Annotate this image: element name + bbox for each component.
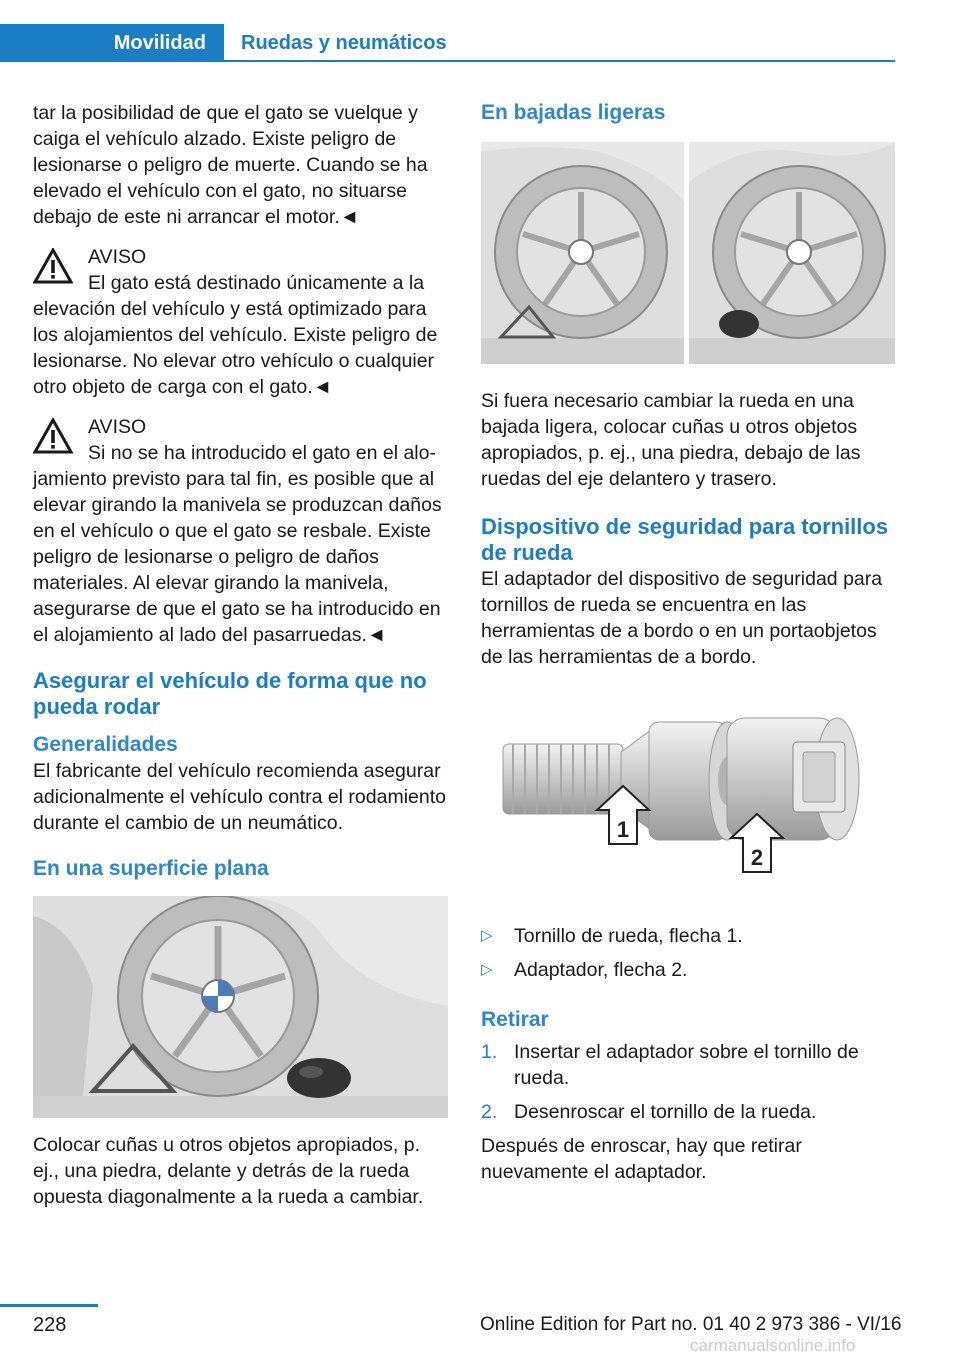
- flat-surface-figure: [33, 896, 448, 1118]
- step-text: Desenroscar el tornillo de la rueda.: [514, 1101, 817, 1123]
- list-item-text: Tornillo de rueda, flecha 1.: [514, 925, 743, 947]
- warning-block: [33, 244, 448, 400]
- paragraph: El adaptador del dispositivo de seguridad para tornillos de rueda se encuentra en las herramientas de a bordo o en un portaobjetos de las herramientas de a bordo.: [481, 568, 883, 668]
- paragraph: tar la posibilidad de que el gato se vuelque y caiga el vehículo alzado. Existe peligro de lesionarse o peligro de muerte. Cuando se ha elevado el vehículo con el gato, no situarse debajo de este ni arrancar el motor.◄: [33, 102, 428, 228]
- warning-body: elevación del vehículo y está optimizado para los alojamientos del vehículo. Existe peligro de lesionarse. No elevar otro vehículo o cualquier otro objeto de carga con el gato.◄: [33, 298, 438, 398]
- triangle-bullet-icon: ▷: [481, 961, 493, 978]
- wheel-chock-illustration: [33, 896, 448, 1118]
- step-number: 2.: [481, 1101, 498, 1123]
- page-number: 228: [33, 1314, 67, 1336]
- slope-chock-illustration: [481, 142, 895, 364]
- list-item: [481, 957, 896, 983]
- fig-label-2: 2: [750, 845, 764, 870]
- step-text: Insertar el adaptador sobre el tornillo de rueda.: [514, 1041, 859, 1089]
- slope-figure: [481, 142, 895, 364]
- paragraph: El fabricante del vehículo recomienda asegurar adicionalmente el vehículo contra el rodamiento durante el cambio de un neumático.: [33, 760, 446, 834]
- warning-icon: [33, 248, 73, 284]
- steps-list: [481, 1039, 896, 1125]
- edition-text: Online Edition for Part no. 01 40 2 973 386 - VI/16: [480, 1314, 902, 1335]
- warning-title: AVISO: [88, 416, 147, 438]
- warning-lead: Si no se ha introducido el gato en el alo-: [88, 442, 436, 464]
- step-number: 1.: [481, 1041, 498, 1063]
- subsection-heading: En bajadas ligeras: [481, 101, 666, 124]
- warning-lead: El gato está destinado únicamente a la: [88, 272, 425, 294]
- list-item: [481, 923, 896, 949]
- figure-caption: Colocar cuñas u otros objetos apropiados, p. ej., una piedra, delante y detrás de la rueda opuesta diagonalmente a la rueda a cambiar.: [33, 1134, 424, 1208]
- fig-label-1: 1: [616, 817, 630, 842]
- warning-block: [33, 414, 448, 648]
- footer-rule: [0, 1304, 98, 1307]
- paragraph: Después de enroscar, hay que retirar nuevamente el adaptador.: [481, 1135, 802, 1183]
- header-rule: [224, 60, 895, 62]
- bolt-adapter-figure: [481, 682, 895, 907]
- right-column: [481, 100, 896, 1185]
- list-item: [481, 1039, 896, 1091]
- section-heading: Dispositivo de seguridad para tornillos de rueda: [481, 514, 889, 565]
- bullet-list: [481, 923, 896, 983]
- left-column: [33, 100, 448, 1210]
- section-tab-movilidad: Movilidad: [0, 24, 224, 62]
- warning-icon: [33, 418, 73, 454]
- warning-title: AVISO: [88, 246, 147, 268]
- subsection-heading: Retirar: [481, 1008, 549, 1031]
- list-item-text: Adaptador, flecha 2.: [514, 959, 688, 981]
- adapter-drawing: [727, 718, 859, 840]
- section-tab-ruedas: Ruedas y neumáticos: [241, 31, 447, 54]
- subsection-heading: Generalidades: [33, 733, 178, 756]
- watermark: carmanualsonline.info: [690, 1336, 856, 1355]
- warning-body: jamiento previsto para tal fin, es posible que al elevar girando la manivela se produzcan daños en el vehículo o que el gato se resbale. Existe peligro de lesionarse o peligro de daños materiales. Al elevar girando la manivela, asegurarse de que el gato se ha introducido en el alojamiento al lado del pasarruedas.◄: [33, 468, 442, 646]
- section-heading: Asegurar el vehículo de forma que no pueda rodar: [33, 668, 427, 719]
- page-header: [0, 0, 895, 62]
- triangle-bullet-icon: ▷: [481, 927, 493, 944]
- bolt-adapter-illustration: [481, 682, 895, 907]
- paragraph: Si fuera necesario cambiar la rueda en una bajada ligera, colocar cuñas u otros objetos apropiados, p. ej., una piedra, debajo de las ruedas del eje delantero y trasero.: [481, 390, 861, 490]
- list-item: [481, 1099, 896, 1125]
- subsection-heading: En una superficie plana: [33, 857, 269, 880]
